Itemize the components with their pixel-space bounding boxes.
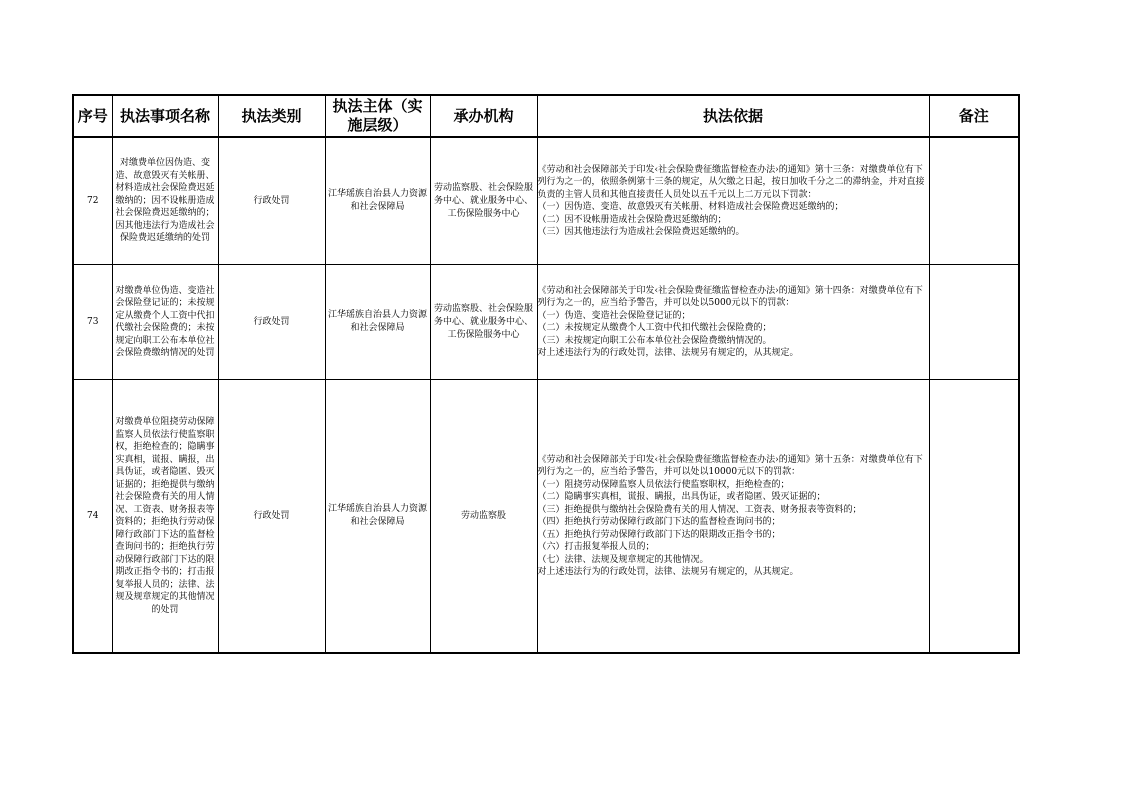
cell-item-name: 对缴费单位阻挠劳动保障监察人员依法行使监察职权，拒绝检查的；隐瞒事实真相，谎报、瞒报，出具伪证，或者隐匿、毁灭证据的；拒绝提供与缴纳社会保险费有关的用人情况、工资表、财务报表等资料的；拒绝执行劳动保障行政部门下达的监督检查询问书的；拒绝执行劳动保障行政部门下达的限期改正指令书的；打击报复举报人员的；法律、法规及规章规定的其他情况的处罚 [112,380,218,654]
basis-line: 对上述违法行为的行政处罚，法律、法规另有规定的，从其规定。 [537,567,799,577]
cell-enforcement-type: 行政处罚 [218,265,325,380]
cell-remarks [929,137,1019,265]
cell-remarks [929,265,1019,380]
document-page [72,94,1018,654]
basis-line: 《劳动和社会保障部关于印发‹社会保险费征缴监督检查办法›的通知》第十五条：对缴费单位有下列行为之一的，应当给予警告，并可以处以10000元以下的罚款： [537,454,923,477]
basis-line: （一）阻挠劳动保障监察人员依法行使监察职权，拒绝检查的； [537,479,790,490]
basis-line: （七）法律、法规及规章规定的其他情况。 [537,554,709,565]
table-row [73,137,1019,265]
header-enforcement-subject: 执法主体（实施层级） [325,95,430,137]
table-row [73,265,1019,380]
basis-line: （二）未按规定从缴费个人工资中代扣代缴社会保险费的； [537,323,772,333]
basis-line: （一）伪造、变造社会保险登记证的； [537,310,691,321]
enforcement-items-table [72,94,1020,654]
cell-enforcement-subject: 江华瑶族自治县人力资源和社会保障局 [325,265,430,380]
basis-line: （二）因不设帐册造成社会保险费迟延缴纳的； [537,214,727,225]
cell-item-name: 对缴费单位因伪造、变造、故意毁灭有关帐册、材料造成社会保险费迟延缴纳的；因不设帐册造成社会保险费迟延缴纳的；因其他违法行为造成社会保险费迟延缴纳的处罚 [112,137,218,265]
cell-enforcement-subject: 江华瑶族自治县人力资源和社会保障局 [325,380,430,654]
cell-handling-org: 劳动监察股 [430,380,537,654]
cell-legal-basis [537,380,929,654]
basis-line: （三）未按规定向职工公布本单位社会保险费缴纳情况的。 [537,335,772,346]
header-legal-basis: 执法依据 [537,95,929,137]
basis-line: （一）因伪造、变造、故意毁灭有关帐册、材料造成社会保险费迟延缴纳的； [537,202,844,212]
table-row [73,380,1019,654]
cell-seq: 72 [73,137,112,265]
header-item-name: 执法事项名称 [112,95,218,137]
cell-enforcement-type: 行政处罚 [218,380,325,654]
cell-seq: 73 [73,265,112,380]
basis-line: 对上述违法行为的行政处罚，法律、法规另有规定的，从其规定。 [537,348,799,358]
cell-legal-basis [537,265,929,380]
basis-line: （四）拒绝执行劳动保障行政部门下达的监督检查询问书的； [537,517,781,527]
header-enforcement-type: 执法类别 [218,95,325,137]
cell-enforcement-subject: 江华瑶族自治县人力资源和社会保障局 [325,137,430,265]
basis-line: （二）隐瞒事实真相，谎报、瞒报，出具伪证，或者隐匿、毁灭证据的； [537,492,826,502]
basis-line: （三）因其他违法行为造成社会保险费迟延缴纳的。 [537,227,745,237]
basis-line: （六）打击报复举报人员的； [537,542,655,552]
table-header-row [73,95,1019,137]
cell-legal-basis [537,137,929,265]
cell-handling-org: 劳动监察股、社会保险服务中心、就业服务中心、工伤保险服务中心 [430,137,537,265]
cell-handling-org: 劳动监察股、社会保险服务中心、就业服务中心、工伤保险服务中心 [430,265,537,380]
basis-line: （三）拒绝提供与缴纳社会保险费有关的用人情况、工资表、财务报表等资料的； [537,504,862,515]
cell-enforcement-type: 行政处罚 [218,137,325,265]
header-handling-org: 承办机构 [430,95,537,137]
basis-line: 《劳动和社会保障部关于印发‹社会保险费征缴监督检查办法›的通知》第十四条：对缴费单位有下列行为之一的，应当给予警告，并可以处以5000元以下的罚款： [537,285,923,308]
basis-line: （五）拒绝执行劳动保障行政部门下达的限期改正指令书的； [537,529,781,540]
basis-line: 《劳动和社会保障部关于印发‹社会保险费征缴监督检查办法›的通知》第十三条：对缴费单位有下列行为之一的，依照条例第十三条的规定，从欠缴之日起，按日加收千分之二的滞纳金，并对直接负责的主管人员和其他直接责任人员处以五千元以上二万元以下罚款： [537,164,925,200]
cell-seq: 74 [73,380,112,654]
cell-item-name: 对缴费单位伪造、变造社会保险登记证的；未按规定从缴费个人工资中代扣代缴社会保险费的；未按规定向职工公布本单位社会保险费缴纳情况的处罚 [112,265,218,380]
cell-remarks [929,380,1019,654]
header-remarks: 备注 [929,95,1019,137]
header-seq: 序号 [73,95,112,137]
